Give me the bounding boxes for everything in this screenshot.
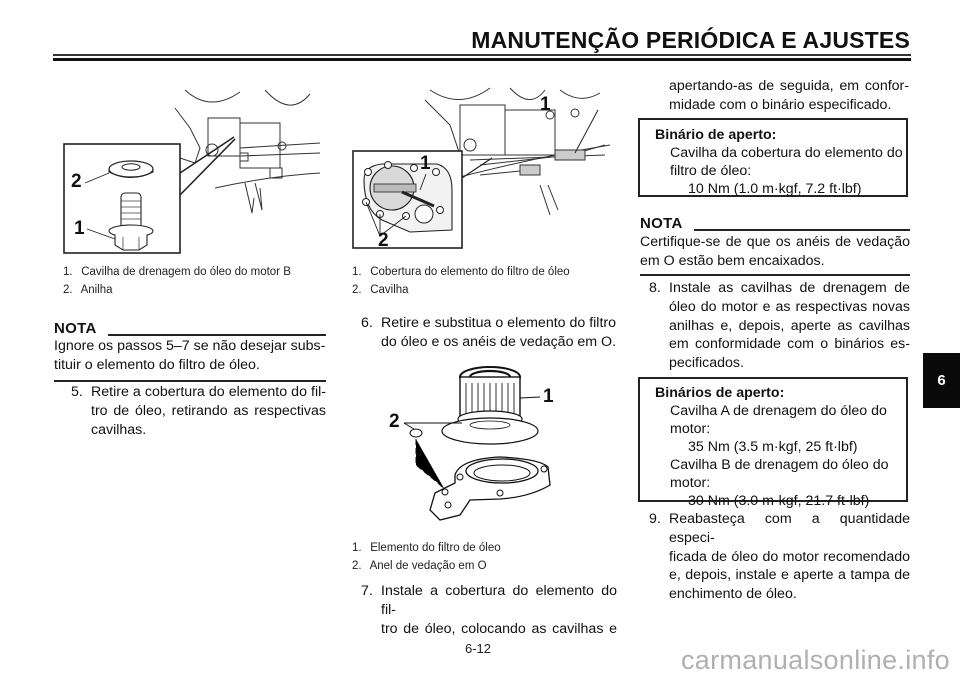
callout-2: 2 [389, 411, 400, 432]
header-rule [53, 54, 911, 56]
header-rule [53, 58, 911, 61]
callout-1: 1 [74, 218, 85, 239]
figure-caption [63, 263, 291, 299]
page-title: MANUTENÇÃO PERIÓDICA E AJUSTES [471, 27, 910, 53]
figure-caption [352, 263, 570, 299]
torque-spec-box: Binários de aperto: Cavilha A de drenagem do óleo do motor: 35 Nm (3.5 m·kgf, 25 ft·lbf) Cavilha B de drenagem do óleo do motor: 30 Nm (3.0 m·kgf, 21.7 ft·lbf) [638, 377, 908, 502]
callout-2: 2 [378, 230, 389, 251]
step-7-continued: apertando-as de seguida, em confor- midade com o binário especificado. [669, 78, 909, 113]
torque-title: Binário de aperto: [655, 127, 777, 143]
torque-title: Binários de aperto: [655, 385, 785, 401]
note-rule [694, 229, 910, 231]
note-text: Ignore os passos 5–7 se não desejar subs- tituir o elemento do filtro de óleo. [54, 338, 326, 373]
note-rule [108, 334, 326, 336]
callout-1: 1 [420, 153, 431, 174]
caption-item: 2. Anel de vedação em O [352, 560, 487, 572]
torque-spec-box: Binário de aperto: Cavilha da cobertura do elemento do filtro de óleo: 10 Nm (1.0 m·kgf, 7.2 ft·lbf) [638, 118, 908, 197]
watermark: carmanualsonline.info [681, 645, 950, 675]
torque-value: 35 Nm (3.5 m·kgf, 25 ft·lbf) [688, 439, 858, 455]
step-8: 8. Instale as cavilhas de drenagem de óleo do motor e as respectivas novas anilhas e, depois, aperte as cavilhas em conformidade com o binários es- pecificados. [649, 280, 910, 372]
note-text: Certifique-se de que os anéis de vedação em O estão bem encaixados. [640, 234, 910, 269]
detail-frame-2 [352, 150, 472, 250]
figure-caption [352, 539, 501, 575]
note-heading: NOTA [54, 320, 97, 337]
detail-frame-1 [63, 143, 223, 255]
torque-value: 30 Nm (3.0 m·kgf, 21.7 ft·lbf) [688, 493, 870, 509]
note-end-rule [640, 274, 910, 276]
step-7: 7. Instale a cobertura do elemento do fil- tro de óleo, colocando as cavilhas e [361, 583, 617, 637]
step-6: 6. Retire e substitua o elemento do filtro do óleo e os anéis de vedação em O. [361, 315, 617, 350]
torque-value: 10 Nm (1.0 m·kgf, 7.2 ft·lbf) [688, 181, 862, 197]
step-9: 9. Reabasteça com a quantidade especi- ficada de óleo do motor recomendado e, depois, instale e aperte a tampa de enchimento de óleo. [649, 511, 910, 603]
caption-item: 1. Cavilha de drenagem do óleo do motor B [63, 266, 291, 278]
caption-item: 1. Elemento do filtro de óleo [352, 542, 501, 554]
note-heading: NOTA [640, 215, 683, 232]
caption-item: 2. Cavilha [352, 284, 409, 296]
note-end-rule [54, 380, 326, 382]
filter-illustration [400, 365, 600, 525]
page-number: 6-12 [465, 641, 492, 656]
caption-item: 1. Cobertura do elemento do filtro de óleo [352, 266, 570, 278]
chapter-tab[interactable]: 6 [923, 353, 960, 408]
callout-1: 1 [540, 94, 551, 115]
caption-item: 2. Anilha [63, 284, 113, 296]
callout-1: 1 [543, 386, 554, 407]
callout-2: 2 [71, 171, 82, 192]
step-5: 5. Retire a cobertura do elemento do fil- tro de óleo, retirando as respectivas cavilhas. [71, 384, 326, 438]
